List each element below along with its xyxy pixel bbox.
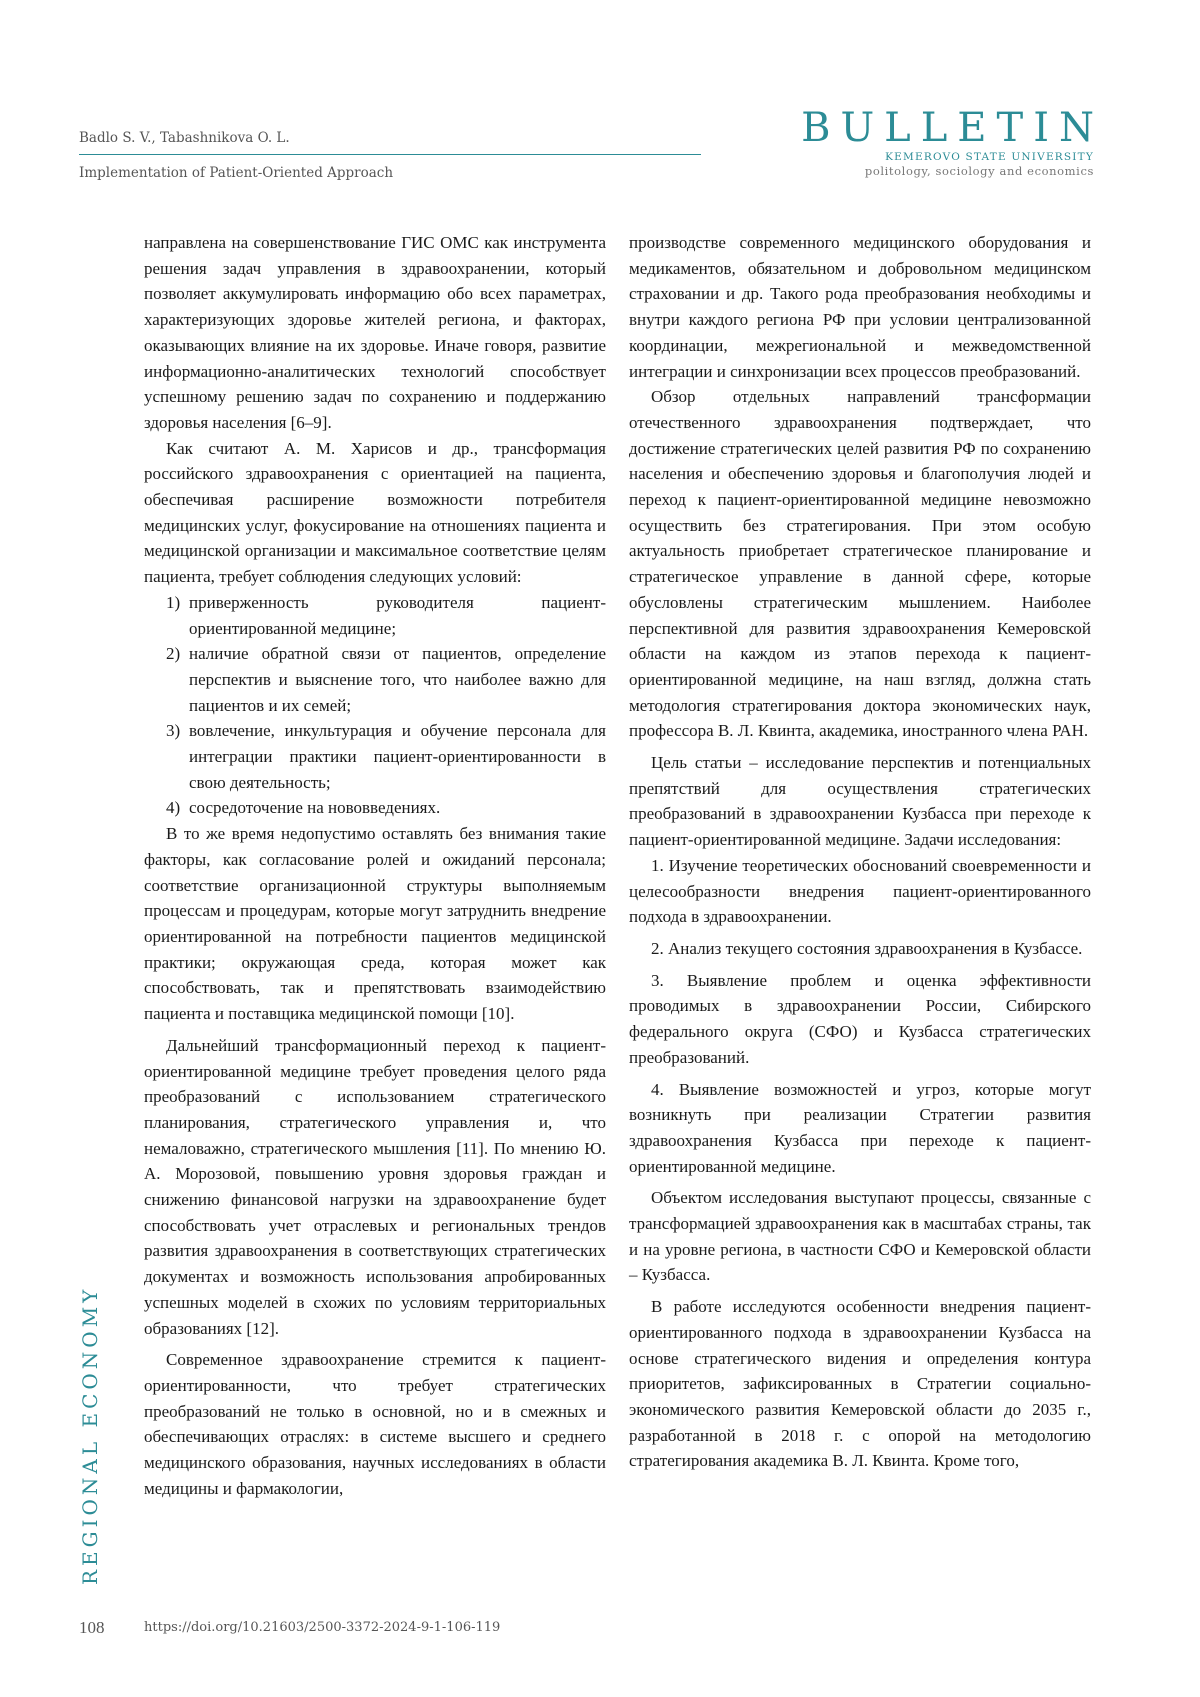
running-head-topic: Implementation of Patient-Oriented Approach (79, 165, 394, 181)
paragraph: Современное здравоохранение стремится к пациент-ориентированности, что требует стратегических преобразований не только в основной, но и в смежных и обеспечивающих отраслях: в системе высшего и среднего медицинского образования, научных исследованиях в области медицины и фармакологии, (144, 1350, 606, 1498)
list-text: приверженность руководителя пациент-ориентированной медицине; (189, 592, 606, 638)
paragraph: производстве современного медицинского оборудования и медикаментов, обязательном и добровольном медицинском страховании и др. Такого рода преобразования необходимы и внутри каждого региона РФ при условии централизованной координации, межрегиональной и межведомственной интеграции и синхронизации всех процессов преобразований. (629, 233, 1091, 381)
journal-subtitle: KEMEROVO STATE UNIVERSITY (885, 151, 1094, 163)
journal-series: politology, sociology and economics (864, 164, 1094, 178)
conditions-list (144, 590, 606, 821)
paragraph: Как считают А. М. Харисов и др., трансформация российского здравоохранения с ориентацией на пациента, обеспечивая расширение возможности потребителя медицинских услуг, фокусирование на отношениях пациента и медицинской организации и максимальное соответствие целям пациента, требует соблюдения следующих условий: (144, 438, 606, 587)
list-number: 3) (166, 721, 181, 741)
task-item: 4. Выявление возможностей и угроз, которые могут возникнуть при реализации Стратегии развития здравоохранения Кузбасса при переходе к пациент-ориентированной медицине. (629, 1079, 1091, 1176)
paragraph: Объектом исследования выступают процессы, связанные с трансформацией здравоохранения как в масштабах страны, так и на уровне региона, в частности СФО и Кемеровской области – Кузбасса. (629, 1188, 1091, 1285)
list-number: 4) (166, 798, 181, 818)
paragraph: В то же время недопустимо оставлять без внимания такие факторы, как согласование ролей и ожиданий персонала; соответствие организационной структуры выполняемым процессам и процедурам, которые могут затруднить внедрение ориентированной на потребности пациентов медицинской практики; окружающая среда, которая может как способствовать, так и препятствовать взаимодействию пациента и поставщика медицинской помощи [10]. (144, 824, 606, 1024)
list-item (144, 718, 606, 795)
list-item (144, 795, 606, 821)
journal-title: BULLETIN (801, 105, 1104, 151)
task-item: 1. Изучение теоретических обоснований своевременности и целесообразности внедрения пациент-ориентированного подхода в здравоохранении. (629, 855, 1091, 927)
paragraph: Цель статьи – исследование перспектив и потенциальных препятствий для осуществления стратегических преобразований в здравоохранении Кузбасса при переходе к пациент-ориентированной медицине. Задачи исследования: (629, 753, 1091, 850)
paragraph: Обзор отдельных направлений трансформации отечественного здравоохранения подтверждает, что достижение стратегических целей развития РФ по сохранению населения и обеспечению здоровья и благополучия людей и переход к пациент-ориентированной медицине невозможно осуществить без стратегирования. При этом особую актуальность приобретает стратегическое планирование и стратегическое управление в данной сфере, которые обусловлены стратегическим мышлением. Наиболее перспективной для развития здравоохранения Кемеровской области на каждом из этапов перехода к пациент-ориентированной медицине, на наш взгляд, должна стать методология стратегирования доктора экономических наук, профессора В. Л. Квинта, академика, иностранного члена РАН. (629, 387, 1091, 741)
paragraph: Дальнейший трансформационный переход к пациент-ориентированной медицине требует проведения целого ряда преобразований с использованием стратегического планирования, стратегического управления и, что немаловажно, стратегического мышления [11]. По мнению Ю. А. Морозовой, повышению уровня здоровья граждан и снижению финансовой нагрузки на здравоохранение будет способствовать учет отраслевых и региональных трендов развития здравоохранения в соответствующих стратегических документах и возможность использования апробированных успешных моделей в схожих по условиям территориальных образованиях [12]. (144, 1035, 606, 1338)
journal-brand (801, 105, 1104, 178)
section-label-vertical: REGIONAL ECONOMY (78, 1285, 102, 1585)
doi-link[interactable]: https://doi.org/10.21603/2500-3372-2024-9-1-106-119 (144, 1620, 501, 1635)
list-text: сосредоточение на нововведениях. (189, 798, 441, 818)
running-head-authors: Badlo S. V., Tabashnikova O. L. (79, 130, 290, 146)
list-item (144, 590, 606, 641)
header-divider (79, 154, 701, 155)
text-column-right (629, 230, 1091, 1474)
task-item: 2. Анализ текущего состояния здравоохранения в Кузбассе. (651, 938, 1083, 958)
page-number: 108 (79, 1618, 105, 1637)
text-column-left (144, 230, 606, 1501)
paragraph: направлена на совершенствование ГИС ОМС как инструмента решения задач управления в здравоохранении, который позволяет аккумулировать информацию обо всех параметрах, характеризующих здоровье жителей региона, и факторах, оказывающих влияние на их здоровье. Иначе говоря, развитие информационно-аналитических технологий способствует успешному решению задач по сохранению и поддержанию здоровья населения [6–9]. (144, 233, 606, 432)
task-item: 3. Выявление проблем и оценка эффективности проводимых в здравоохранении России, Сибирского федерального округа (СФО) и Кузбасса стратегических преобразований. (629, 970, 1091, 1067)
list-text: наличие обратной связи от пациентов, определение перспектив и выяснение того, что наиболее важно для пациентов и их семей; (189, 644, 606, 715)
list-text: вовлечение, инкультурация и обучение персонала для интеграции практики пациент-ориентированности в свою деятельность; (189, 721, 606, 792)
list-item (144, 641, 606, 718)
paragraph: В работе исследуются особенности внедрения пациент-ориентированного подхода в здравоохранении Кузбасса на основе стратегического видения и определения контура приоритетов, зафиксированных в Стратегии социально-экономического развития Кемеровской области до 2035 г., разработанной в 2018 г. с опорой на методологию стратегирования академика В. Л. Квинта. Кроме того, (629, 1297, 1091, 1471)
list-number: 2) (166, 644, 181, 664)
list-number: 1) (166, 592, 181, 612)
